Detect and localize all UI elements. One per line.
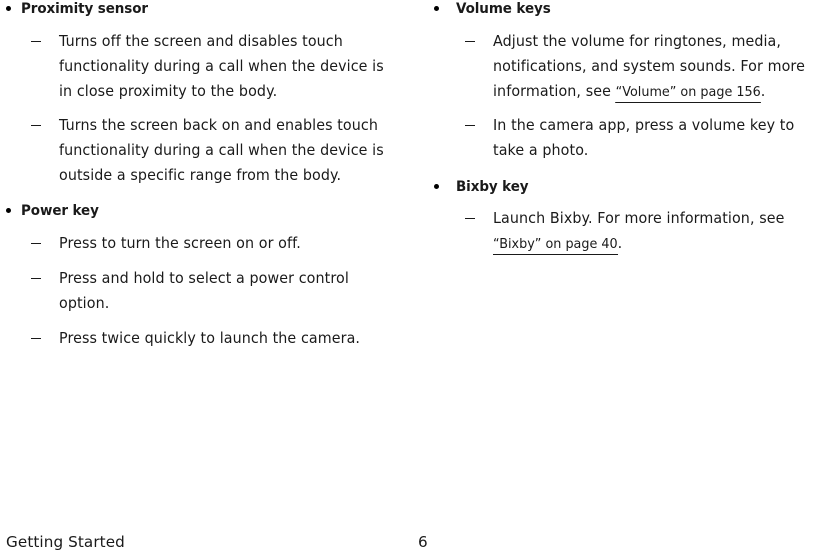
dash-icon (31, 41, 41, 42)
bullet-icon (6, 6, 11, 11)
power-key-heading: Power key (21, 203, 99, 219)
bullet-icon (6, 208, 11, 213)
dash-icon (465, 218, 475, 219)
bullet-icon (434, 184, 439, 189)
dash-icon (31, 125, 41, 126)
bixby-item-1-text: Launch Bixby. For more information, see (493, 209, 785, 227)
dash-icon (465, 125, 475, 126)
proximity-item-1: Turns off the screen and disables touch functionality during a call when the device is in close proximity to the body. (59, 32, 384, 100)
proximity-item-2: Turns the screen back on and enables touch functionality during a call when the device is outside a specific range from the body. (59, 116, 384, 184)
volume-item-1 (493, 29, 816, 105)
bixby-key-heading: Bixby key (456, 179, 529, 195)
volume-keys-heading: Volume keys (456, 1, 551, 17)
volume-page-link[interactable]: “Volume” on page 156 (616, 84, 761, 103)
footer-section-title: Getting Started (6, 533, 125, 551)
volume-item-2: In the camera app, press a volume key to take a photo. (493, 116, 795, 159)
dash-icon (31, 243, 41, 244)
bixby-page-link[interactable]: “Bixby” on page 40 (493, 236, 618, 255)
power-item-3: Press twice quickly to launch the camera. (59, 329, 361, 347)
proximity-sensor-heading: Proximity sensor (21, 1, 148, 17)
footer-page-number: 6 (418, 533, 428, 551)
bixby-item-1 (493, 206, 816, 257)
dash-icon (31, 338, 41, 339)
bullet-icon (434, 6, 439, 11)
dash-icon (31, 278, 41, 279)
volume-item-1-text: Adjust the volume for ringtones, media, notifications, and system sounds. For more information, see (493, 32, 805, 100)
power-item-1: Press to turn the screen on or off. (59, 234, 301, 252)
bixby-item-1-period: . (617, 234, 623, 252)
power-item-2: Press and hold to select a power control option. (59, 269, 349, 312)
dash-icon (465, 41, 475, 42)
volume-item-1-period: . (760, 82, 766, 100)
